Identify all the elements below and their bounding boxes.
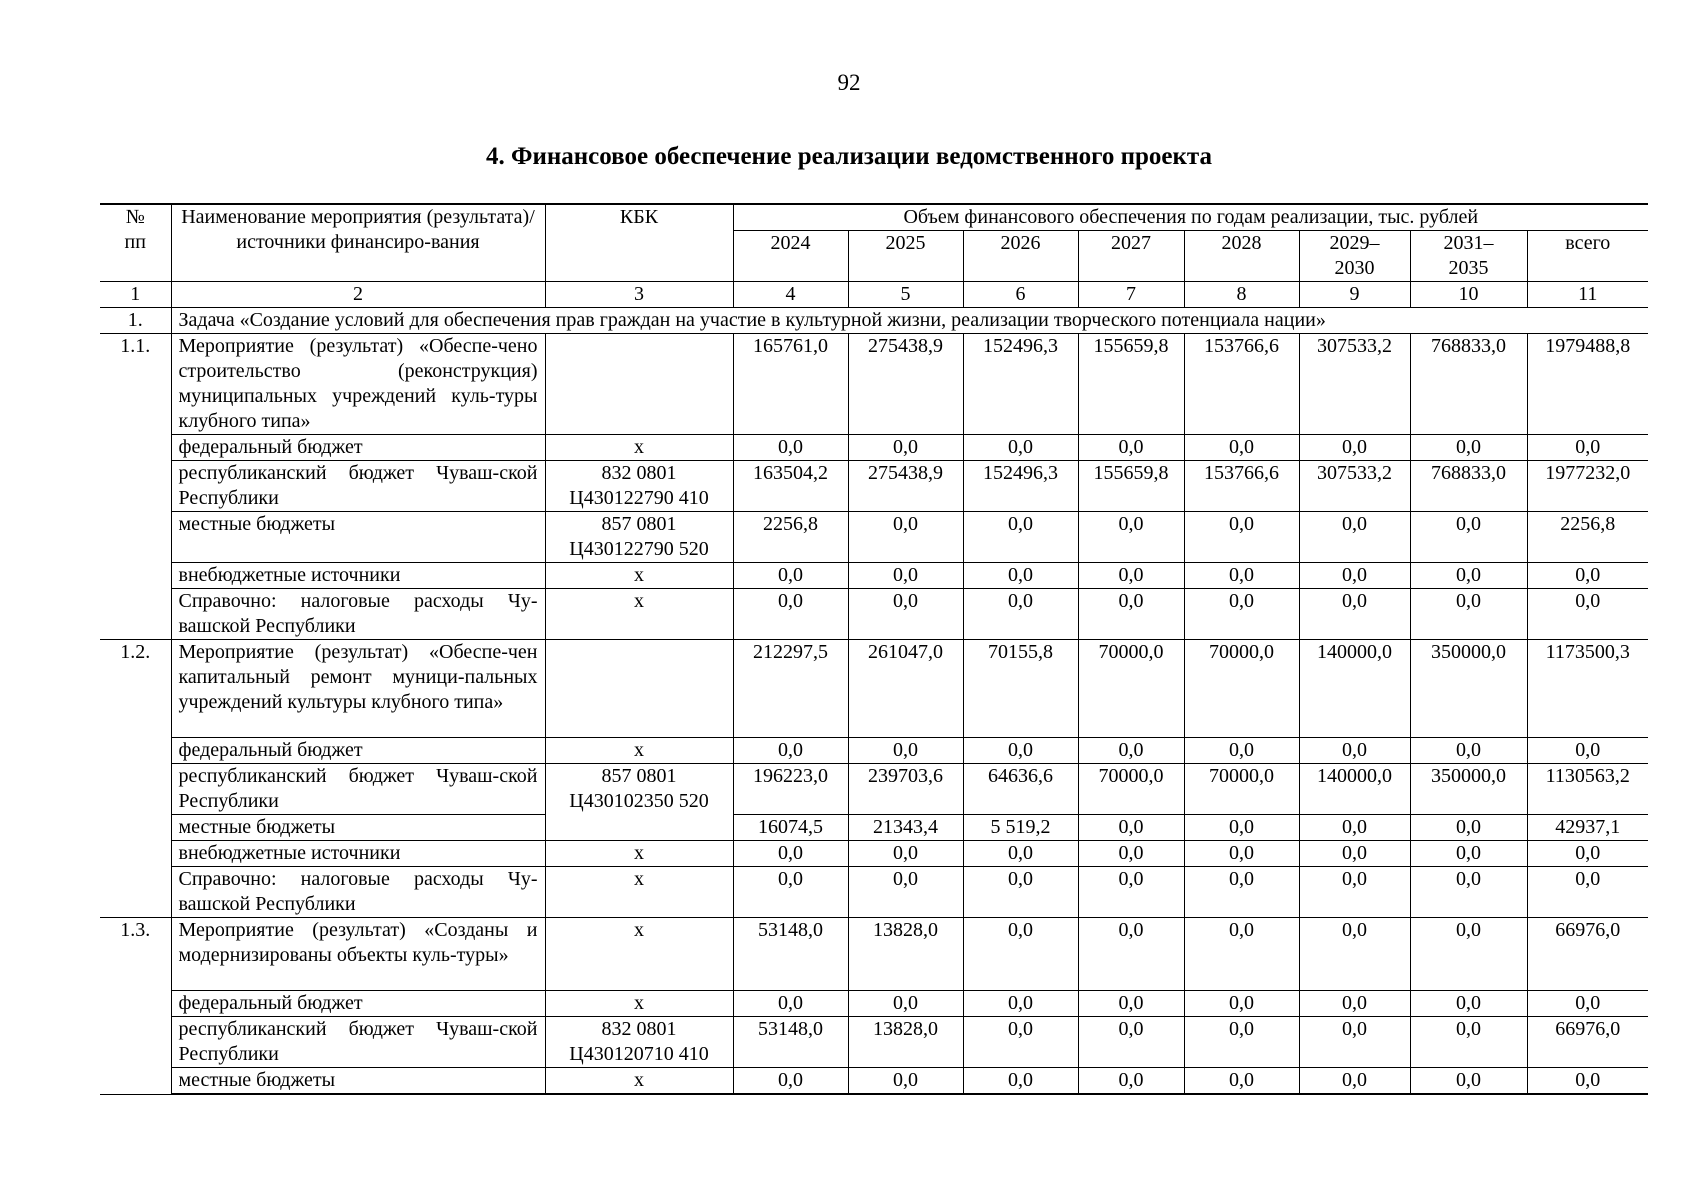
- column-number: 6: [963, 282, 1078, 308]
- value-cell: 152496,3: [963, 461, 1078, 512]
- value-cell: 0,0: [1299, 918, 1410, 991]
- header-kbk: КБК: [545, 204, 733, 282]
- value-cell: 1977232,0: [1527, 461, 1648, 512]
- row-name: Мероприятие (результат) «Обеспе-чен капитальный ремонт муници-пальных учреждений культуры клубного типа»: [171, 640, 545, 738]
- header-year: 2025: [848, 231, 963, 282]
- value-cell: 5 519,2: [963, 815, 1078, 841]
- row-kbk: [545, 640, 733, 738]
- value-cell: 0,0: [733, 563, 848, 589]
- value-cell: 53148,0: [733, 1017, 848, 1068]
- row-kbk: [545, 334, 733, 435]
- value-cell: 0,0: [848, 512, 963, 563]
- row-name: Справочно: налоговые расходы Чу-вашской Республики: [171, 589, 545, 640]
- value-cell: 0,0: [1527, 563, 1648, 589]
- page-number: 92: [837, 70, 861, 95]
- value-cell: 768833,0: [1410, 461, 1527, 512]
- value-cell: 0,0: [963, 841, 1078, 867]
- value-cell: 0,0: [1410, 841, 1527, 867]
- value-cell: 1979488,8: [1527, 334, 1648, 435]
- value-cell: 0,0: [963, 991, 1078, 1017]
- value-cell: 0,0: [733, 991, 848, 1017]
- row-kbk: 857 0801 Ц430102350 520: [545, 764, 733, 841]
- value-cell: 70000,0: [1184, 640, 1299, 738]
- table-row: [100, 589, 1648, 640]
- row-name: Справочно: налоговые расходы Чу-вашской Республики: [171, 867, 545, 918]
- row-name: республиканский бюджет Чуваш-ской Республики: [171, 1017, 545, 1068]
- value-cell: 0,0: [1299, 738, 1410, 764]
- value-cell: 0,0: [733, 589, 848, 640]
- table-row: [100, 738, 1648, 764]
- value-cell: 0,0: [1299, 589, 1410, 640]
- header-year: 2029– 2030: [1299, 231, 1410, 282]
- header-name: Наименование мероприятия (результата)/источники финансиро-вания: [171, 204, 545, 282]
- value-cell: 0,0: [848, 589, 963, 640]
- row-kbk: 832 0801 Ц430120710 410: [545, 1017, 733, 1068]
- value-cell: 70000,0: [1078, 764, 1184, 815]
- value-cell: 2256,8: [733, 512, 848, 563]
- row-name: республиканский бюджет Чуваш-ской Республики: [171, 764, 545, 815]
- column-number: 9: [1299, 282, 1410, 308]
- value-cell: 0,0: [848, 867, 963, 918]
- value-cell: 0,0: [1078, 589, 1184, 640]
- value-cell: 212297,5: [733, 640, 848, 738]
- financing-table: [100, 203, 1648, 1095]
- value-cell: 0,0: [848, 1068, 963, 1095]
- value-cell: 0,0: [1299, 867, 1410, 918]
- header-year: 2027: [1078, 231, 1184, 282]
- value-cell: 0,0: [1410, 1017, 1527, 1068]
- value-cell: 0,0: [1184, 841, 1299, 867]
- value-cell: 0,0: [1184, 1017, 1299, 1068]
- value-cell: 0,0: [1527, 738, 1648, 764]
- row-kbk: х: [545, 991, 733, 1017]
- value-cell: 0,0: [1410, 512, 1527, 563]
- value-cell: 0,0: [1078, 435, 1184, 461]
- value-cell: 0,0: [1184, 738, 1299, 764]
- value-cell: 0,0: [848, 435, 963, 461]
- value-cell: 0,0: [1410, 589, 1527, 640]
- value-cell: 153766,6: [1184, 334, 1299, 435]
- value-cell: 307533,2: [1299, 334, 1410, 435]
- row-kbk: х: [545, 563, 733, 589]
- column-number: 1: [100, 282, 171, 308]
- table-row: [100, 1068, 1648, 1095]
- value-cell: 0,0: [1527, 435, 1648, 461]
- value-cell: 0,0: [1299, 1017, 1410, 1068]
- table-row: [100, 815, 1648, 841]
- table-row: [100, 461, 1648, 512]
- value-cell: 0,0: [1184, 1068, 1299, 1095]
- row-number: 1.2.: [100, 640, 171, 918]
- table-row: [100, 1017, 1648, 1068]
- value-cell: 64636,6: [963, 764, 1078, 815]
- value-cell: 0,0: [1078, 867, 1184, 918]
- column-number: 11: [1527, 282, 1648, 308]
- value-cell: 0,0: [963, 1017, 1078, 1068]
- value-cell: 0,0: [963, 918, 1078, 991]
- value-cell: 0,0: [963, 1068, 1078, 1095]
- value-cell: 0,0: [1410, 1068, 1527, 1095]
- table-row: [100, 991, 1648, 1017]
- value-cell: 0,0: [1527, 1068, 1648, 1095]
- row-kbk: 857 0801 Ц430122790 520: [545, 512, 733, 563]
- column-number: 4: [733, 282, 848, 308]
- value-cell: 0,0: [733, 435, 848, 461]
- row-name: Мероприятие (результат) «Обеспе-чено строительство (реконструкция) муниципальных учреждений куль-туры клубного типа»: [171, 334, 545, 435]
- column-number: 8: [1184, 282, 1299, 308]
- value-cell: 196223,0: [733, 764, 848, 815]
- value-cell: 0,0: [1078, 815, 1184, 841]
- value-cell: 53148,0: [733, 918, 848, 991]
- value-cell: 140000,0: [1299, 764, 1410, 815]
- value-cell: 0,0: [1078, 841, 1184, 867]
- row-name: местные бюджеты: [171, 815, 545, 841]
- value-cell: 0,0: [1078, 1017, 1184, 1068]
- value-cell: 2256,8: [1527, 512, 1648, 563]
- value-cell: 155659,8: [1078, 461, 1184, 512]
- value-cell: 0,0: [1078, 563, 1184, 589]
- column-number: 3: [545, 282, 733, 308]
- table-row: [100, 867, 1648, 918]
- row-name: внебюджетные источники: [171, 563, 545, 589]
- value-cell: 0,0: [963, 435, 1078, 461]
- table-row: [100, 841, 1648, 867]
- row-kbk: х: [545, 841, 733, 867]
- header-year: 2024: [733, 231, 848, 282]
- value-cell: 13828,0: [848, 1017, 963, 1068]
- column-number: 10: [1410, 282, 1527, 308]
- value-cell: 70155,8: [963, 640, 1078, 738]
- table-row: [100, 334, 1648, 435]
- row-number: 1.1.: [100, 334, 171, 640]
- header-row: [100, 204, 1648, 231]
- row-name: федеральный бюджет: [171, 991, 545, 1017]
- row-name: Мероприятие (результат) «Созданы и модернизированы объекты куль-туры»: [171, 918, 545, 991]
- value-cell: 66976,0: [1527, 918, 1648, 991]
- header-year: 2028: [1184, 231, 1299, 282]
- value-cell: 70000,0: [1078, 640, 1184, 738]
- column-number: 2: [171, 282, 545, 308]
- header-no: № пп: [100, 204, 171, 282]
- table-row: [100, 640, 1648, 738]
- table-row: [100, 918, 1648, 991]
- value-cell: 152496,3: [963, 334, 1078, 435]
- value-cell: 0,0: [1078, 512, 1184, 563]
- value-cell: 0,0: [1078, 1068, 1184, 1095]
- value-cell: 0,0: [1299, 991, 1410, 1017]
- row-kbk: х: [545, 589, 733, 640]
- value-cell: 0,0: [1410, 563, 1527, 589]
- header-year: 2026: [963, 231, 1078, 282]
- value-cell: 0,0: [1078, 991, 1184, 1017]
- column-numbers-row: [100, 282, 1648, 308]
- value-cell: 0,0: [1184, 589, 1299, 640]
- section-title: 4. Финансовое обеспечение реализации ведомственного проекта: [485, 143, 1212, 170]
- row-name: внебюджетные источники: [171, 841, 545, 867]
- value-cell: 0,0: [963, 738, 1078, 764]
- column-number: 5: [848, 282, 963, 308]
- value-cell: 0,0: [733, 738, 848, 764]
- value-cell: 0,0: [963, 589, 1078, 640]
- task-row: [100, 308, 1648, 334]
- row-kbk: х: [545, 918, 733, 991]
- value-cell: 275438,9: [848, 461, 963, 512]
- table-row: [100, 563, 1648, 589]
- value-cell: 0,0: [1410, 918, 1527, 991]
- value-cell: 0,0: [1184, 435, 1299, 461]
- value-cell: 0,0: [1527, 589, 1648, 640]
- row-name: местные бюджеты: [171, 512, 545, 563]
- value-cell: 0,0: [1184, 815, 1299, 841]
- row-name: федеральный бюджет: [171, 435, 545, 461]
- row-kbk: х: [545, 867, 733, 918]
- value-cell: 0,0: [1527, 841, 1648, 867]
- value-cell: 0,0: [1299, 563, 1410, 589]
- value-cell: 1130563,2: [1527, 764, 1648, 815]
- column-number: 7: [1078, 282, 1184, 308]
- value-cell: 155659,8: [1078, 334, 1184, 435]
- value-cell: 0,0: [1299, 815, 1410, 841]
- header-year: 2031– 2035: [1410, 231, 1527, 282]
- value-cell: 153766,6: [1184, 461, 1299, 512]
- value-cell: 0,0: [1410, 867, 1527, 918]
- value-cell: 0,0: [733, 867, 848, 918]
- value-cell: 0,0: [1184, 918, 1299, 991]
- value-cell: 16074,5: [733, 815, 848, 841]
- header-volume: Объем финансового обеспечения по годам реализации, тыс. рублей: [733, 204, 1648, 231]
- value-cell: 0,0: [1299, 841, 1410, 867]
- value-cell: 0,0: [1410, 815, 1527, 841]
- value-cell: 163504,2: [733, 461, 848, 512]
- value-cell: 70000,0: [1184, 764, 1299, 815]
- value-cell: 0,0: [1410, 738, 1527, 764]
- value-cell: 0,0: [1410, 991, 1527, 1017]
- row-kbk: х: [545, 738, 733, 764]
- value-cell: 140000,0: [1299, 640, 1410, 738]
- value-cell: 0,0: [1078, 738, 1184, 764]
- row-kbk: х: [545, 435, 733, 461]
- value-cell: 42937,1: [1527, 815, 1648, 841]
- value-cell: 13828,0: [848, 918, 963, 991]
- value-cell: 0,0: [733, 1068, 848, 1095]
- value-cell: 0,0: [1184, 563, 1299, 589]
- row-name: федеральный бюджет: [171, 738, 545, 764]
- value-cell: 0,0: [848, 563, 963, 589]
- row-name: республиканский бюджет Чуваш-ской Республики: [171, 461, 545, 512]
- row-kbk: х: [545, 1068, 733, 1095]
- table-row: [100, 764, 1648, 815]
- value-cell: 350000,0: [1410, 764, 1527, 815]
- value-cell: 0,0: [963, 563, 1078, 589]
- value-cell: 0,0: [848, 991, 963, 1017]
- table-row: [100, 512, 1648, 563]
- value-cell: 0,0: [848, 738, 963, 764]
- value-cell: 0,0: [1299, 435, 1410, 461]
- value-cell: 0,0: [1078, 918, 1184, 991]
- value-cell: 350000,0: [1410, 640, 1527, 738]
- task-number: 1.: [100, 308, 171, 334]
- value-cell: 768833,0: [1410, 334, 1527, 435]
- table-row: [100, 435, 1648, 461]
- row-kbk: 832 0801 Ц430122790 410: [545, 461, 733, 512]
- task-text: Задача «Создание условий для обеспечения прав граждан на участие в культурной жизни, реализации творческого потенциала нации»: [171, 308, 1648, 334]
- value-cell: 239703,6: [848, 764, 963, 815]
- value-cell: 0,0: [963, 512, 1078, 563]
- value-cell: 0,0: [1410, 435, 1527, 461]
- value-cell: 0,0: [1299, 1068, 1410, 1095]
- value-cell: 0,0: [848, 841, 963, 867]
- value-cell: 0,0: [1184, 867, 1299, 918]
- value-cell: 0,0: [1299, 512, 1410, 563]
- value-cell: 261047,0: [848, 640, 963, 738]
- value-cell: 0,0: [1527, 867, 1648, 918]
- value-cell: 0,0: [963, 867, 1078, 918]
- value-cell: 165761,0: [733, 334, 848, 435]
- value-cell: 275438,9: [848, 334, 963, 435]
- value-cell: 0,0: [1184, 991, 1299, 1017]
- header-year: всего: [1527, 231, 1648, 282]
- row-number: 1.3.: [100, 918, 171, 1095]
- value-cell: 0,0: [1184, 512, 1299, 563]
- value-cell: 66976,0: [1527, 1017, 1648, 1068]
- value-cell: 21343,4: [848, 815, 963, 841]
- value-cell: 307533,2: [1299, 461, 1410, 512]
- value-cell: 0,0: [1527, 991, 1648, 1017]
- value-cell: 0,0: [733, 841, 848, 867]
- row-name: местные бюджеты: [171, 1068, 545, 1095]
- value-cell: 1173500,3: [1527, 640, 1648, 738]
